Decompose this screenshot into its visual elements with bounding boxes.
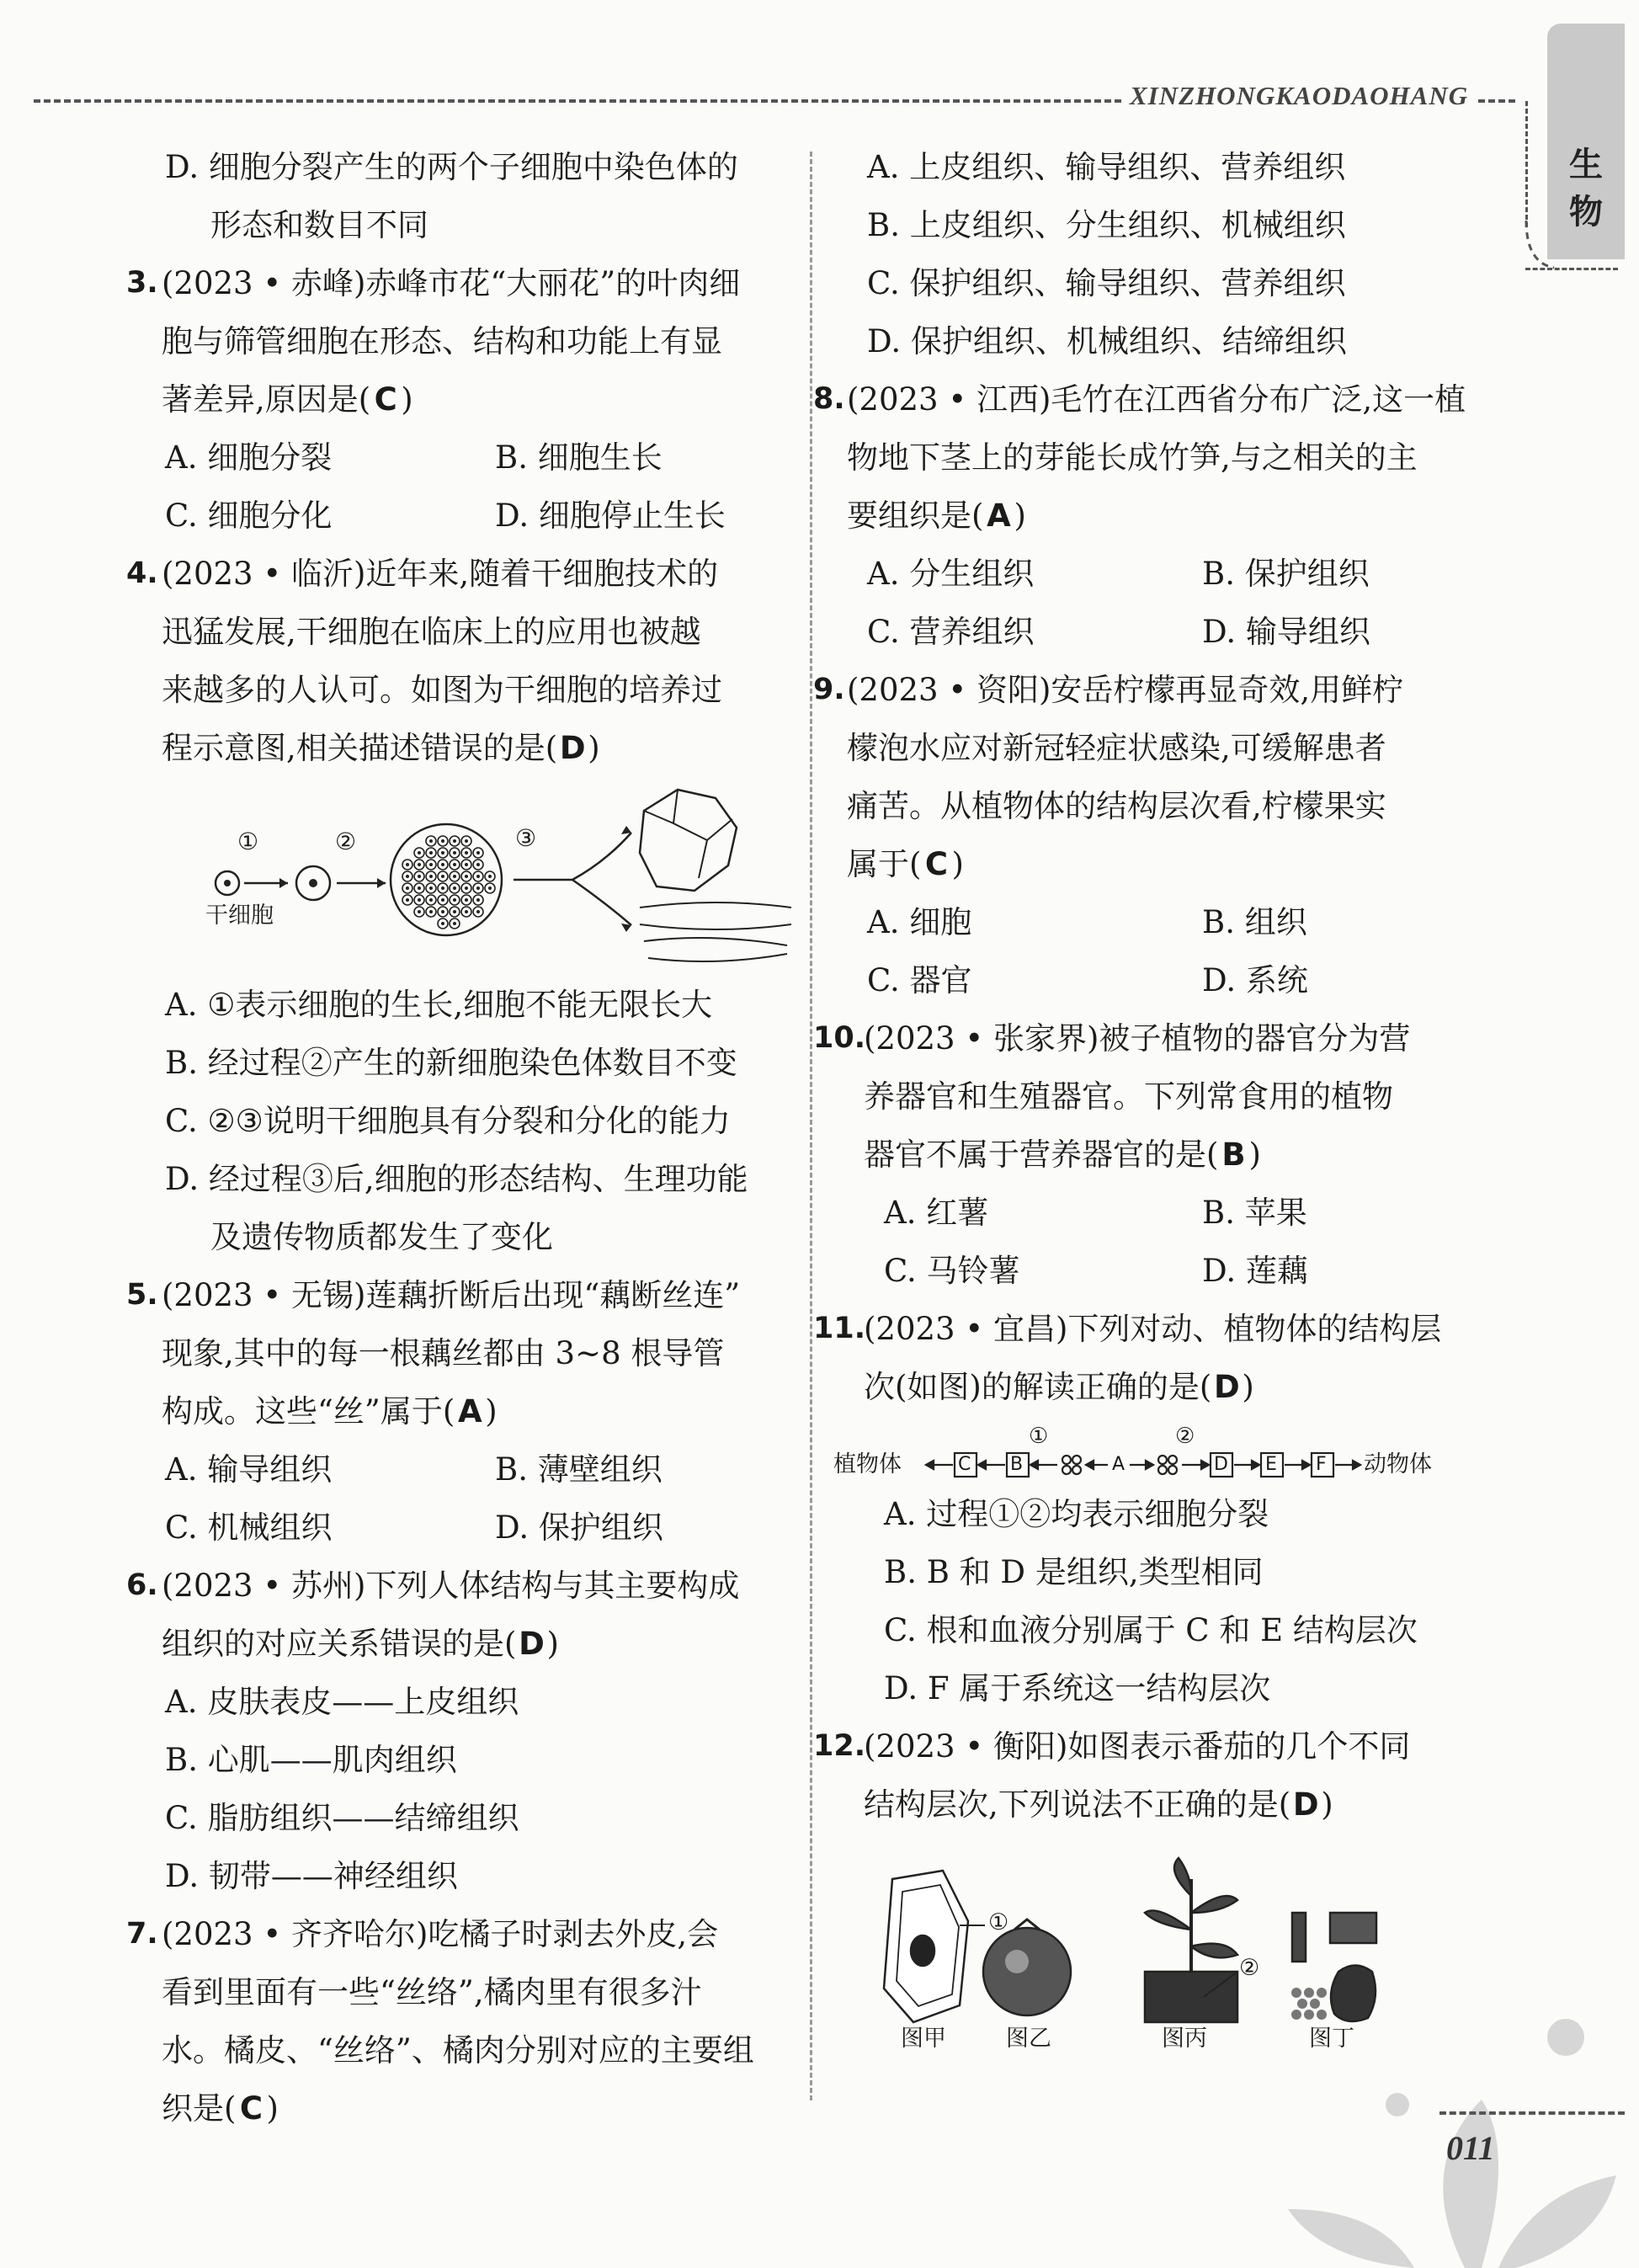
- q3-answer: C: [374, 381, 397, 418]
- cluster-nucleus: [453, 839, 456, 843]
- q4-stem-4: 程示意图,相关描述错误的是(D): [162, 719, 791, 777]
- page-number: 011: [1446, 2129, 1495, 2167]
- q7-stem-1: (2023 • 齐齐哈尔)吃橘子时剥去外皮,会: [162, 1916, 719, 1952]
- q11-option-d: D. F 属于系统这一结构层次: [884, 1670, 1271, 1706]
- q11-fig-e: E: [1265, 1454, 1277, 1475]
- q2-option-d-line2: 形态和数目不同: [210, 207, 428, 243]
- q5-option-d: D. 保护组织: [495, 1509, 663, 1546]
- q8-number: 8.: [813, 382, 845, 416]
- left-column: [126, 138, 791, 2138]
- cluster-nucleus: [418, 851, 421, 854]
- q4-option-a: A. ①表示细胞的生长,细胞不能无限长大: [165, 987, 713, 1023]
- cluster-nucleus: [453, 863, 456, 866]
- tab-dash-curve: [1522, 221, 1556, 271]
- cluster-nucleus: [429, 898, 433, 902]
- q9-answer: C: [924, 846, 949, 882]
- q11-answer: D: [1213, 1369, 1240, 1405]
- q10-option-d: D. 莲藕: [1202, 1253, 1308, 1289]
- q5-option-c: C. 机械组织: [165, 1509, 333, 1546]
- cluster-nucleus: [476, 863, 480, 866]
- q11-option-b: B. B 和 D 是组织,类型相同: [884, 1554, 1264, 1590]
- q9-option-d: D. 系统: [1202, 962, 1308, 998]
- q11-number: 11.: [813, 1312, 866, 1345]
- cluster-nucleus: [453, 898, 456, 902]
- cluster-nucleus: [429, 851, 433, 854]
- q5-option-b: B. 薄壁组织: [495, 1451, 663, 1488]
- q7-stem-3: 水。橘皮、“丝络”、橘肉分别对应的主要组: [162, 2032, 754, 2068]
- q6-option-d: D. 韧带——神经组织: [165, 1858, 458, 1894]
- q9-stem-1: (2023 • 资阳)安岳柠檬再显奇效,用鲜柠: [847, 672, 1404, 708]
- q11-fig-d: D: [1214, 1454, 1228, 1475]
- q7-option-d: D. 保护组织、机械组织、结缔组织: [867, 323, 1347, 359]
- cluster-nucleus: [441, 910, 444, 913]
- q2-option-d-line1: D. 细胞分裂产生的两个子细胞中染色体的: [165, 149, 738, 185]
- q12-caption-2: 图乙: [1006, 2026, 1051, 2052]
- q3-option-d: D. 细胞停止生长: [495, 498, 726, 534]
- q6-stem-2: 组织的对应关系错误的是(D): [162, 1615, 791, 1673]
- q11-option-c: C. 根和血液分别属于 C 和 E 结构层次: [884, 1612, 1418, 1648]
- cluster-nucleus: [488, 875, 492, 878]
- q3-stem-1: (2023 • 赤峰)赤峰市花“大丽花”的叶肉细: [162, 265, 741, 301]
- q8-stem-2: 物地下茎上的芽能长成竹笋,与之相关的主: [847, 439, 1418, 476]
- tab-dash-vertical: [1525, 101, 1528, 227]
- cluster-nucleus: [453, 875, 456, 878]
- cluster-nucleus: [465, 863, 468, 866]
- q4-number: 4.: [126, 556, 158, 590]
- q4-fig-step2: ②: [335, 828, 357, 855]
- q12-stem-2: 结构层次,下列说法不正确的是(D): [864, 1776, 1490, 1834]
- q9-option-b: B. 组织: [1202, 904, 1307, 940]
- q10-stem-3: 器官不属于营养器官的是( B ): [864, 1126, 1490, 1184]
- q10-options-row2: [833, 1242, 1490, 1300]
- q5-answer: A: [457, 1393, 482, 1429]
- q5-stem-3: 构成。这些“丝”属于(A): [162, 1382, 791, 1440]
- question-8: [813, 370, 1490, 545]
- q6-answer: D: [519, 1626, 545, 1662]
- q11-fig-b: B: [1010, 1454, 1024, 1475]
- cluster-nucleus: [476, 851, 480, 854]
- q9-stem-3: 痛苦。从植物体的结构层次看,柠檬果实: [847, 788, 1386, 824]
- q8-stem-3: 要组织是(A): [847, 487, 1490, 545]
- q7-option-a: A. 上皮组织、输导组织、营养组织: [867, 149, 1346, 185]
- question-5: [126, 1266, 791, 1440]
- q9-options-row2: [833, 951, 1490, 1009]
- q12-number: 12.: [813, 1729, 866, 1763]
- cluster-nucleus: [406, 898, 409, 902]
- cluster-nucleus: [418, 863, 421, 866]
- q11-option-a: A. 过程①②均表示细胞分裂: [884, 1496, 1269, 1532]
- q11-fig-step2: ②: [1175, 1424, 1195, 1449]
- question-3: [126, 254, 791, 429]
- stem-cell-diagram: [126, 777, 791, 976]
- q9-stem-4: 属于( C ): [847, 835, 1490, 893]
- q9-stem-2: 檬泡水应对新冠轻症状感染,可缓解患者: [847, 730, 1386, 766]
- question-11: [813, 1300, 1490, 1416]
- q4-stem-1: (2023 • 临沂)近年来,随着干细胞技术的: [162, 556, 719, 592]
- q5-option-a: A. 输导组织: [165, 1451, 333, 1488]
- q3-stem-3: 著差异,原因是( C ): [162, 370, 791, 429]
- cluster-nucleus: [441, 863, 444, 866]
- cluster-nucleus: [441, 922, 444, 925]
- question-7: [126, 1905, 791, 2138]
- cluster-nucleus: [453, 851, 456, 854]
- cluster-nucleus: [453, 922, 456, 925]
- q8-option-c: C. 营养组织: [867, 614, 1035, 650]
- q7-option-b: B. 上皮组织、分生组织、机械组织: [867, 207, 1346, 243]
- cluster-nucleus: [476, 898, 480, 902]
- q3-number: 3.: [126, 266, 158, 300]
- q8-option-a: A. 分生组织: [867, 556, 1035, 592]
- cluster-nucleus: [406, 875, 409, 878]
- cluster-nucleus: [476, 875, 480, 878]
- q10-stem-2: 养器官和生殖器官。下列常食用的植物: [864, 1078, 1393, 1115]
- running-head: XINZHONGKAODAOHANG: [1121, 81, 1477, 111]
- q7-stem-4: 织是( C ): [162, 2079, 791, 2138]
- q11-fig-animal: 动物体: [1364, 1451, 1432, 1477]
- cluster-nucleus: [429, 886, 433, 890]
- q12-stem-1: (2023 • 衡阳)如图表示番茄的几个不同: [864, 1728, 1411, 1765]
- q5-number: 5.: [126, 1278, 158, 1312]
- q12-caption-1: 图甲: [901, 2026, 946, 2052]
- cluster-nucleus: [488, 886, 492, 890]
- cluster-nucleus: [441, 886, 444, 890]
- q3-stem-2: 胞与筛管细胞在形态、结构和功能上有显: [162, 323, 722, 359]
- q5-stem-1: (2023 • 无锡)莲藕折断后出现“藕断丝连”: [162, 1277, 741, 1313]
- q3-option-b: B. 细胞生长: [495, 439, 663, 476]
- subject-tab-label: 生物: [1569, 145, 1603, 232]
- cluster-nucleus: [418, 898, 421, 902]
- cluster-nucleus: [429, 910, 433, 913]
- decorative-splash: [1246, 2004, 1633, 2268]
- right-column: [813, 138, 1490, 2056]
- cluster-nucleus: [465, 898, 468, 902]
- q12-answer: D: [1292, 1786, 1319, 1823]
- q4-option-d-line1: D. 经过程③后,细胞的形态结构、生理功能: [165, 1161, 748, 1197]
- q7-answer: C: [239, 2090, 263, 2127]
- cluster-nucleus: [453, 910, 456, 913]
- cluster-nucleus: [476, 910, 480, 913]
- cluster-nucleus: [441, 875, 444, 878]
- cluster-nucleus: [418, 886, 421, 890]
- q10-answer: B: [1221, 1137, 1246, 1173]
- q3-options-row2: [126, 487, 791, 545]
- q8-stem-1: (2023 • 江西)毛竹在江西省分布广泛,这一植: [847, 381, 1466, 418]
- q5-stem-2: 现象,其中的每一根藕丝都由 3~8 根导管: [162, 1335, 725, 1371]
- q11-fig-a: A: [1112, 1454, 1125, 1475]
- cluster-nucleus: [453, 886, 456, 890]
- q11-stem-2: 次(如图)的解读正确的是(D): [864, 1358, 1490, 1416]
- q11-stem-1: (2023 • 宜昌)下列对动、植物体的结构层: [864, 1311, 1442, 1347]
- q10-option-a: A. 红薯: [884, 1195, 989, 1231]
- q4-stem-3: 来越多的人认可。如图为干细胞的培养过: [162, 672, 722, 708]
- q10-option-b: B. 苹果: [1202, 1195, 1307, 1231]
- cluster-nucleus: [406, 863, 409, 866]
- cluster-nucleus: [465, 886, 468, 890]
- cluster-nucleus: [418, 910, 421, 913]
- q7-option-c: C. 保护组织、输导组织、营养组织: [867, 265, 1346, 301]
- question-9: [813, 661, 1490, 893]
- q8-answer: A: [987, 498, 1011, 534]
- q10-number: 10.: [813, 1021, 866, 1055]
- q4-stem-cell-figure: [126, 777, 791, 976]
- column-divider: [810, 152, 812, 2100]
- q6-option-a: A. 皮肤表皮——上皮组织: [165, 1684, 519, 1720]
- q6-stem-1: (2023 • 苏州)下列人体结构与其主要构成: [162, 1568, 740, 1604]
- q4-option-b: B. 经过程②产生的新细胞染色体数目不变: [165, 1045, 737, 1081]
- cluster-nucleus: [476, 886, 480, 890]
- q8-options-row2: [833, 603, 1490, 661]
- cluster-nucleus: [429, 839, 433, 843]
- cluster-nucleus: [429, 875, 433, 878]
- q8-option-b: B. 保护组织: [1202, 556, 1370, 592]
- cluster-nucleus: [465, 851, 468, 854]
- q10-stem-1: (2023 • 张家界)被子植物的器官分为营: [864, 1020, 1411, 1057]
- q5-options-row2: [126, 1499, 791, 1557]
- q4-fig-step3: ③: [515, 824, 537, 852]
- q7-stem-2: 看到里面有一些“丝络”,橘肉里有很多汁: [162, 1974, 702, 2010]
- question-10: [813, 1009, 1490, 1184]
- cluster-nucleus: [465, 910, 468, 913]
- q8-options-row1: [833, 545, 1490, 603]
- q3-option-c: C. 细胞分化: [165, 498, 333, 534]
- q4-fig-step1: ①: [237, 828, 259, 855]
- q4-option-c: C. ②③说明干细胞具有分裂和分化的能力: [165, 1103, 731, 1139]
- question-6: [126, 1557, 791, 1673]
- question-12: [813, 1717, 1490, 1834]
- cluster-nucleus: [441, 839, 444, 843]
- q8-option-d: D. 输导组织: [1202, 614, 1370, 650]
- cluster-nucleus: [441, 851, 444, 854]
- q4-stem-2: 迅猛发展,干细胞在临床上的应用也被越: [162, 614, 701, 650]
- cluster-nucleus: [418, 875, 421, 878]
- q11-fig-step1: ①: [1029, 1424, 1049, 1449]
- q6-number: 6.: [126, 1568, 158, 1602]
- q12-caption-3: 图丙: [1162, 2026, 1207, 2052]
- cluster-nucleus: [465, 839, 468, 843]
- q12-fig-mark2: ②: [1239, 1955, 1260, 1981]
- q12-caption-4: 图丁: [1309, 2026, 1354, 2052]
- q6-option-b: B. 心肌——肌肉组织: [165, 1742, 457, 1778]
- q7-number: 7.: [126, 1917, 158, 1951]
- q11-fig-c: C: [958, 1454, 971, 1475]
- q4-fig-label: 干细胞: [205, 902, 274, 929]
- question-4: [126, 545, 791, 777]
- q11-hierarchy-figure: [833, 1416, 1490, 1485]
- q9-number: 9.: [813, 673, 845, 706]
- q9-option-c: C. 器官: [867, 962, 972, 998]
- q4-option-d-line2: 及遗传物质都发生了变化: [210, 1219, 553, 1255]
- q3-option-a: A. 细胞分裂: [165, 439, 333, 476]
- cluster-nucleus: [406, 886, 409, 890]
- q6-option-c: C. 脂肪组织——结缔组织: [165, 1800, 519, 1836]
- q10-option-c: C. 马铃薯: [884, 1253, 1020, 1289]
- q9-options-row1: [833, 893, 1490, 951]
- q5-options-row1: [126, 1440, 791, 1499]
- cluster-nucleus: [429, 863, 433, 866]
- q11-fig-plant: 植物体: [833, 1451, 902, 1477]
- q9-option-a: A. 细胞: [867, 904, 972, 940]
- q4-answer: D: [559, 730, 586, 766]
- q3-options-row1: [126, 429, 791, 487]
- q11-fig-f: F: [1316, 1454, 1327, 1475]
- q10-options-row1: [833, 1184, 1490, 1242]
- cluster-nucleus: [465, 875, 468, 878]
- cluster-nucleus: [441, 898, 444, 902]
- page-number-rule: [1439, 2111, 1625, 2115]
- q12-fig-mark1: ①: [988, 1909, 1009, 1935]
